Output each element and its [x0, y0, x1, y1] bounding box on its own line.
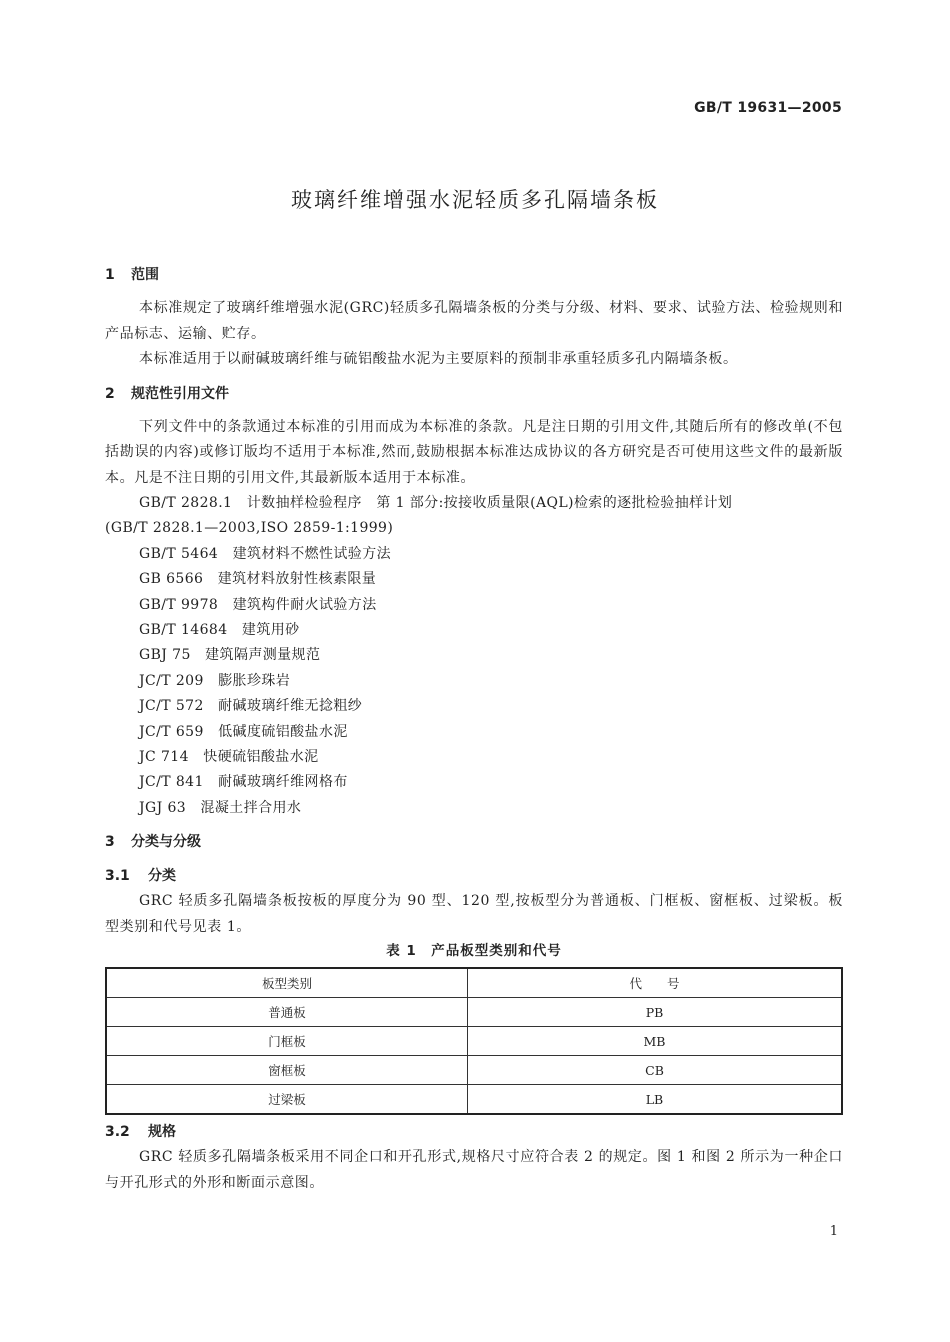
reference-item: JC/T 209 膨胀珍珠岩: [139, 672, 291, 689]
panel-type-table: [105, 967, 843, 1115]
paragraph: 本标准适用于以耐碱玻璃纤维与硫铝酸盐水泥为主要原料的预制非承重轻质多孔内隔墙条板。: [139, 351, 738, 367]
reference-item: JGJ 63 混凝土拌合用水: [139, 799, 302, 816]
table-cell: 门框板: [106, 1027, 468, 1056]
subsection-title: 分类: [148, 868, 176, 885]
table-cell: PB: [468, 998, 843, 1027]
reference-item: JC/T 841 耐碱玻璃纤维网格布: [139, 774, 348, 791]
paragraph: 下列文件中的条款通过本标准的引用而成为本标准的条款。凡是注日期的引用文件,其随后所有的修改单(不包括勘误的内容)或修订版均不适用于本标准,然而,鼓励根据本标准达成协议的各方研究是否可使用这些文件的最新版本。凡是不注日期的引用文件,其最新版本适用于本标准。: [105, 418, 843, 486]
reference-item: JC/T 659 低碱度硫铝酸盐水泥: [139, 723, 348, 740]
table-cell: 普通板: [106, 998, 468, 1027]
section-number: 1: [105, 267, 115, 283]
section-3-heading: [105, 829, 843, 855]
section-1-heading: [105, 262, 843, 288]
reference-item: GBJ 75 建筑隔声测量规范: [139, 647, 321, 664]
document-body: [105, 262, 843, 1196]
table-row: [106, 1085, 842, 1115]
paragraph: GRC 轻质多孔隔墙条板采用不同企口和开孔形式,规格尺寸应符合表 2 的规定。图 1 和图 2 所示为一种企口与开孔形式的外形和断面示意图。: [105, 1149, 843, 1191]
reference-item: GB/T 5464 建筑材料不燃性试验方法: [139, 545, 392, 562]
document-title: 玻璃纤维增强水泥轻质多孔隔墙条板: [291, 188, 659, 212]
table-cell: 窗框板: [106, 1056, 468, 1085]
table-row: [106, 1027, 842, 1056]
page-number: 1: [829, 1224, 838, 1239]
reference-item: JC/T 572 耐碱玻璃纤维无捻粗纱: [139, 698, 363, 715]
reference-item: GB 6566 建筑材料放射性核素限量: [139, 571, 377, 588]
section-2-heading: [105, 381, 843, 407]
standard-number: GB/T 19631—2005: [694, 100, 842, 116]
paragraph: GRC 轻质多孔隔墙条板按板的厚度分为 90 型、120 型,按板型分为普通板、门框板、窗框板、过梁板。板型类别和代号见表 1。: [105, 893, 843, 935]
subsection-3-1-heading: [105, 863, 843, 889]
section-number: 2: [105, 385, 115, 402]
table-header-cell: 板型类别: [106, 968, 468, 998]
paragraph: 本标准规定了玻璃纤维增强水泥(GRC)轻质多孔隔墙条板的分类与分级、材料、要求、试验方法、检验规则和产品标志、运输、贮存。: [105, 300, 843, 342]
table-caption: 表 1 产品板型类别和代号: [386, 943, 562, 960]
table-cell: LB: [468, 1085, 843, 1115]
section-title: 分类与分级: [131, 834, 201, 851]
table-row: [106, 998, 842, 1027]
subsection-3-2-heading: [105, 1119, 843, 1145]
table-row: [106, 1056, 842, 1085]
reference-item: GB/T 9978 建筑构件耐火试验方法: [139, 596, 377, 613]
table-cell: 过梁板: [106, 1085, 468, 1115]
reference-item: GB/T 2828.1 计数抽样检验程序 第 1 部分:按接收质量限(AQL)检索的逐批检验抽样计划: [139, 495, 733, 511]
reference-item: JC 714 快硬硫铝酸盐水泥: [139, 749, 319, 766]
reference-item: GB/T 14684 建筑用砂: [139, 622, 300, 639]
reference-item-continued: (GB/T 2828.1—2003,ISO 2859-1:1999): [105, 520, 394, 537]
table-header-cell: 代 号: [468, 968, 843, 998]
subsection-number: 3.2: [105, 1124, 130, 1141]
section-number: 3: [105, 834, 115, 851]
table-header-row: [106, 968, 842, 998]
section-title: 范围: [131, 267, 159, 283]
subsection-number: 3.1: [105, 868, 130, 885]
table-cell: CB: [468, 1056, 843, 1085]
section-title: 规范性引用文件: [131, 385, 229, 402]
subsection-title: 规格: [148, 1124, 176, 1141]
table-cell: MB: [468, 1027, 843, 1056]
